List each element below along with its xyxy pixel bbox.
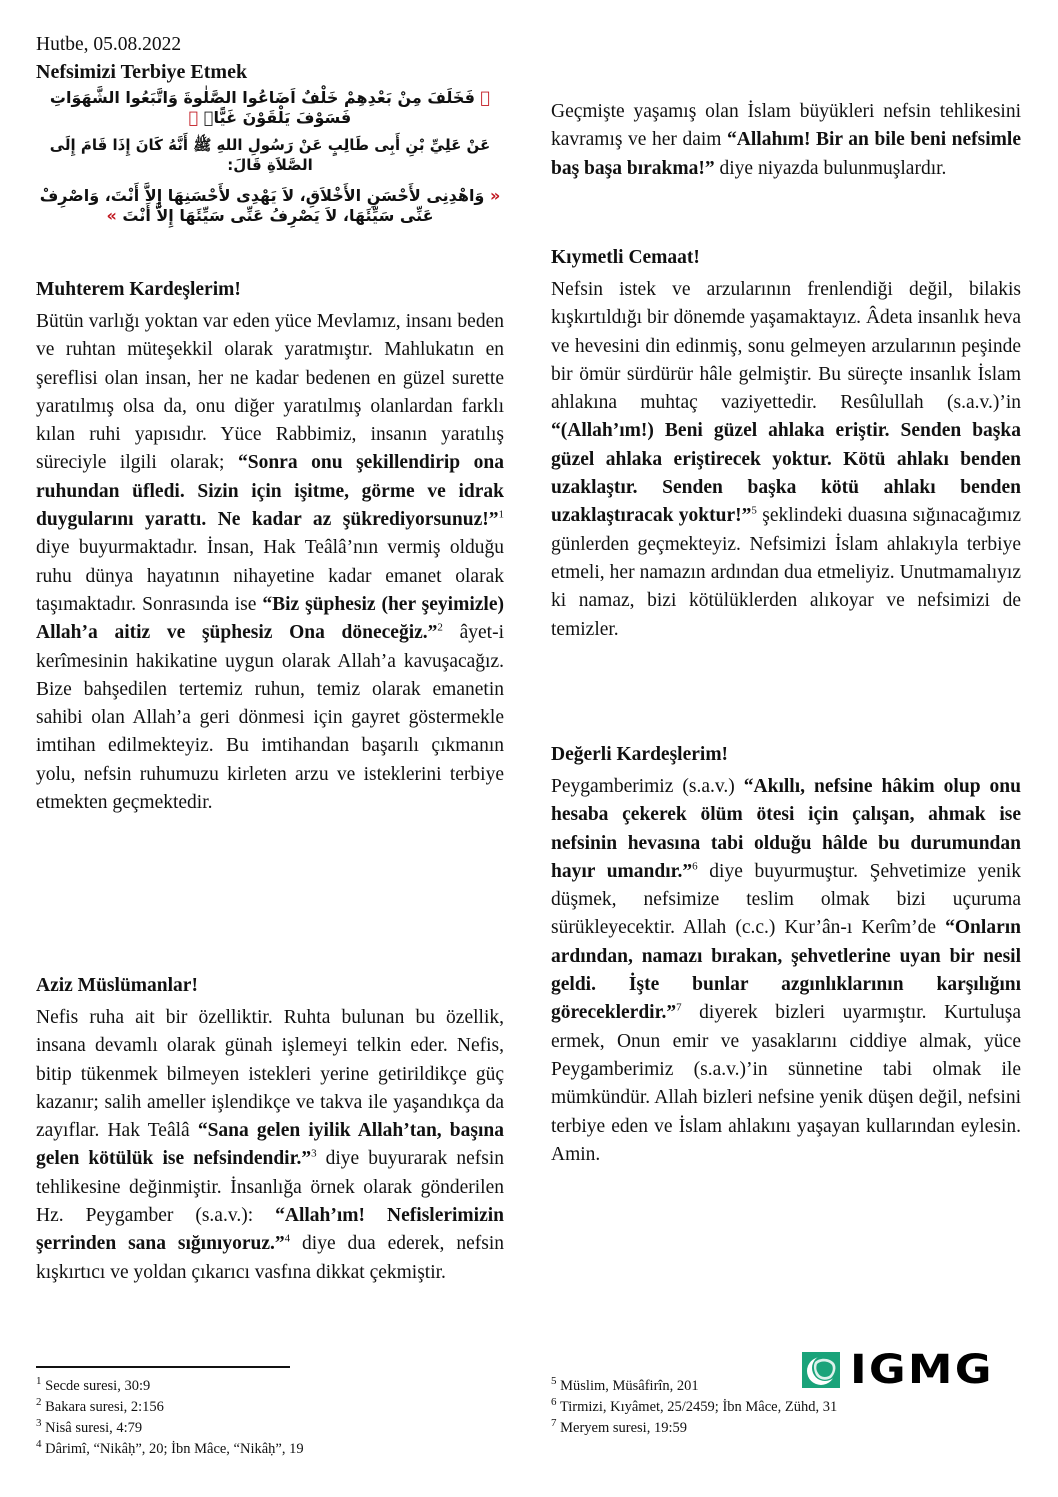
dua-close-quote: » bbox=[106, 206, 117, 225]
section-heading: Değerli Kardeşlerim! bbox=[551, 744, 729, 765]
body-text: Nefsin istek ve arzularının frenlendiği değil, bilakis kışkırtıldığı bir dönemde yaşamaktayız. Âdeta insanlık heva ve hevesini din edinmiş, sonu gelmeyen arzularının peşinde bir ömür sürdürür hâle gelmiştir. Bu süreçte insanlık İslam ahlakına muhtaç vaziyettedir. Resûlullah (s.a.v.)’in bbox=[551, 279, 1021, 414]
logo-text: IGMG bbox=[850, 1347, 994, 1393]
body-text: Peygamberimiz (s.a.v.) bbox=[551, 776, 744, 797]
footnote: $^7$ Meryem suresi, 19:59 bbox=[551, 1417, 687, 1436]
body-text: diye dua ederek, nefsin kışkırtıcı ve yoldan çıkarıcı vasfına dikkat çekmiştir. bbox=[36, 1233, 504, 1283]
quote-text: “Akıllı, nefsine hâkim olup onu hesaba çekerek ölüm ötesi için çalışan, ahmak ise nefsinin hevasına tabi olduğu hâlde bu durumundan hayır umandır.” bbox=[551, 776, 1021, 882]
body-text: âyet-i kerîmesinin hakikatine uygun olarak Allah’a kavuşacağız. Bize bahşedilen tertemiz ruhun, temiz olarak emanetin sahibi olan Allah’a geri dönmesi için gayret göstermekle imtihan edilmekteyiz. Bu imtihandan başarılı çıkmanın yolu, nefsin ruhumuzu kirleten arzu ve isteklerini terbiye etmekten geçmektedir. bbox=[36, 622, 505, 814]
footnote: $^2$ Bakara suresi, 2:156 bbox=[36, 1396, 164, 1415]
section-body bbox=[551, 276, 1021, 644]
section-aziz-continued bbox=[551, 32, 1021, 183]
verse-text: فَخَلَفَ مِنْ بَعْدِهِمْ خَلْفٌ اَضَاعُوا الصَّلٰوةَ وَاتَّبَعُوا الشَّهَوَاتِ فَسَوْفَ يَلْقَوْنَ غَيًّاۙ bbox=[49, 88, 475, 127]
footnote-ref: 5 bbox=[751, 504, 757, 517]
arabic-hadith-intro: عَنْ عَلِيِّ بْنِ أَبِى طَالِبٍ عَنْ رَسُولِ اللهِ ﷺ أَنَّهُ كَانَ إِذَا قَامَ إِلَى الصَّلاَةِ قَالَ: bbox=[49, 136, 491, 174]
section-kiymetli bbox=[551, 246, 1021, 644]
quote-text: “Onların ardından, namazı bırakan, şehvetlerine uyan bir nesil geldi. İşte bunlar azgınlıklarının karşılığını göreceklerdir.” bbox=[551, 917, 1021, 1024]
footnote-ref: 4 bbox=[284, 1232, 291, 1245]
body-text: diye buyurmuştur. Şehvetimize yenik düşmek, nefsimize teslim olmak bizi uçuruma sürükleyecektir. Allah (c.c.) Kur’ân-ı Kerîm’de bbox=[551, 860, 1021, 939]
body-text: diye buyurmaktadır. İnsan, Hak Teâlâ’nın vermiş olduğu ruhu dünya hayatının nihayetine kadar emanet olarak taşımaktadır. Sonrasında ise bbox=[36, 537, 504, 615]
verse-open-bracket: ﴾ bbox=[480, 88, 491, 107]
body-text: diye niyazda bulunmuşlardır. bbox=[714, 157, 947, 179]
footnote: $^6$ Tirmizi, Kıyâmet, 25/2459; İbn Mâce, Zühd, 31 bbox=[551, 1396, 838, 1415]
quote-text: “Biz şüphesiz (her şeyimizle) Allah’a aitiz ve şüphesiz Ona döneceğiz.” bbox=[36, 593, 504, 644]
footnote-divider bbox=[36, 1366, 290, 1368]
quote-text: “Sonra onu şekillendirip ona ruhundan üfledi. Sizin için işitme, görme ve idrak duygularını yarattı. Ne kadar az şükrediyorsunuz!” bbox=[36, 452, 504, 531]
body-text: diye buyurarak nefsin tehlikesine değinmiştir. İnsanlığa örnek olarak gönderilen Hz. Peygamber (s.a.v.): bbox=[36, 1148, 504, 1227]
section-body-paragraph bbox=[551, 98, 1021, 183]
page-title: Nefsimizi Terbiye Etmek bbox=[36, 61, 248, 83]
body-text: diyerek bizleri uyarmıştır. Kurtuluşa ermek, Onun emir ve yasaklarını ciddiye almak, yüce Peygamberimiz (s.a.v.)’in sünnetine tabi olmak ile mümkündür. Allah bizleri nefsine yenik düşen değil, nefsini terbiye eden ve İslam ahlakını yaşayan kullarından eylesin. Amin. bbox=[551, 1002, 1021, 1165]
quote-text: “Sana gelen iyilik Allah’tan, başına gelen kötülük ise nefsindendir.” bbox=[36, 1120, 504, 1170]
section-body-continued bbox=[551, 32, 1021, 88]
dua-open-quote: « bbox=[489, 186, 501, 205]
footnotes-left bbox=[36, 1376, 506, 1460]
section-muhterem bbox=[36, 278, 504, 817]
footnote-ref: 7 bbox=[676, 1001, 682, 1014]
footnote: $^1$ Secde suresi, 30:9 bbox=[36, 1375, 151, 1394]
section-heading: Aziz Müslümanlar! bbox=[36, 975, 198, 996]
section-degerli bbox=[551, 743, 1021, 1169]
dua-text: وَاهْدِنِى لأَحْسَنِ الأَخْلاَقِ، لاَ يَهْدِى لأَحْسَنِهَا إِلاَّ أَنْتَ، وَاصْرِفْ عَنِّى سَيِّئَهَا، لاَ يَصْرِفُ عَنِّى سَيِّئَهَا إِلاَّ أَنْتَ bbox=[39, 186, 485, 225]
section-body bbox=[36, 1004, 504, 1344]
footnote: $^5$ Müslim, Müsâfirîn, 201 bbox=[551, 1375, 699, 1394]
footnote-ref: 2 bbox=[437, 621, 443, 634]
footnote-ref: 1 bbox=[498, 508, 504, 521]
footnote: $^4$ Dârimî, “Nikâḥ”, 20; İbn Mâce, “Nikâḥ”, 19 bbox=[36, 1438, 304, 1457]
section-body bbox=[36, 308, 504, 817]
verse-close-bracket: ﴿ bbox=[188, 108, 199, 127]
section-heading: Kıymetli Cemaat! bbox=[551, 247, 700, 268]
body-text: Bütün varlığı yoktan var eden yüce Mevlamız, insanı beden ve ruhtan müteşekkil olarak yaratmıştır. Mahlukatın en şereflisi olan insan, her ne kadar bedenen en güzel surette yaratılmış olsa da, onu diğer yaratılmış olanlardan farklı kılan ruhi yapısıdır. Yüce Rabbimiz, insanın yaratılış süreciyle ilgili olarak; bbox=[36, 311, 504, 474]
footnote-ref: 3 bbox=[311, 1147, 317, 1160]
body-text: şeklindeki duasına sığınacağımız günlerden geçmekteyiz. Nefsimizi İslam ahlakıyla terbiye etmeli, her namazın ardından dua etmeliyiz. Unutmamalıyız ki namaz, bizi kötülüklerden alıkoyar ve nefsimizi de temizler. bbox=[551, 505, 1022, 640]
igmg-logo bbox=[802, 1347, 994, 1393]
footnote: $^3$ Nisâ suresi, 4:79 bbox=[36, 1417, 143, 1436]
arabic-verse bbox=[36, 88, 504, 128]
arabic-dua bbox=[36, 186, 504, 226]
quote-text: “Allahım! Bir an bile beni nefsimle baş başa bırakma!” bbox=[551, 129, 1021, 179]
quote-text: “(Allah’ım!) Beni güzel ahlaka eriştir. Senden başka güzel ahlaka eriştirecek yoktur. Kötü ahlakı benden uzaklaştır. Senden başka kötü ahlakı benden uzaklaştıracak yoktur!” bbox=[551, 420, 1021, 527]
section-aziz bbox=[36, 974, 504, 1344]
body-text: Nefis ruha ait bir özelliktir. Ruhta bulunan bu özellik, insana devamlı olarak günah işlemeyi telkin eder. Nefis, bitip tükenmek bilmeyen istekleri yerine getirildikçe güç kazanır; salih ameller işlendikçe ve takva ile yaşandıkça da zayıflar. Hak Teâlâ bbox=[36, 1007, 504, 1142]
crescent-globe-icon bbox=[802, 1352, 840, 1388]
footnote-ref: 6 bbox=[692, 860, 698, 873]
body-text: Geçmişte yaşamış olan İslam büyükleri nefsin tehlikesini kavramış ve her daim bbox=[551, 101, 1021, 151]
section-heading: Muhterem Kardeşlerim! bbox=[36, 279, 241, 300]
sermon-date: Hutbe, 05.08.2022 bbox=[36, 34, 182, 55]
section-body bbox=[551, 773, 1021, 1169]
quote-text: “Allah’ım! Nefislerimizin şerrinden sana sığınıyoruz.” bbox=[36, 1205, 504, 1255]
